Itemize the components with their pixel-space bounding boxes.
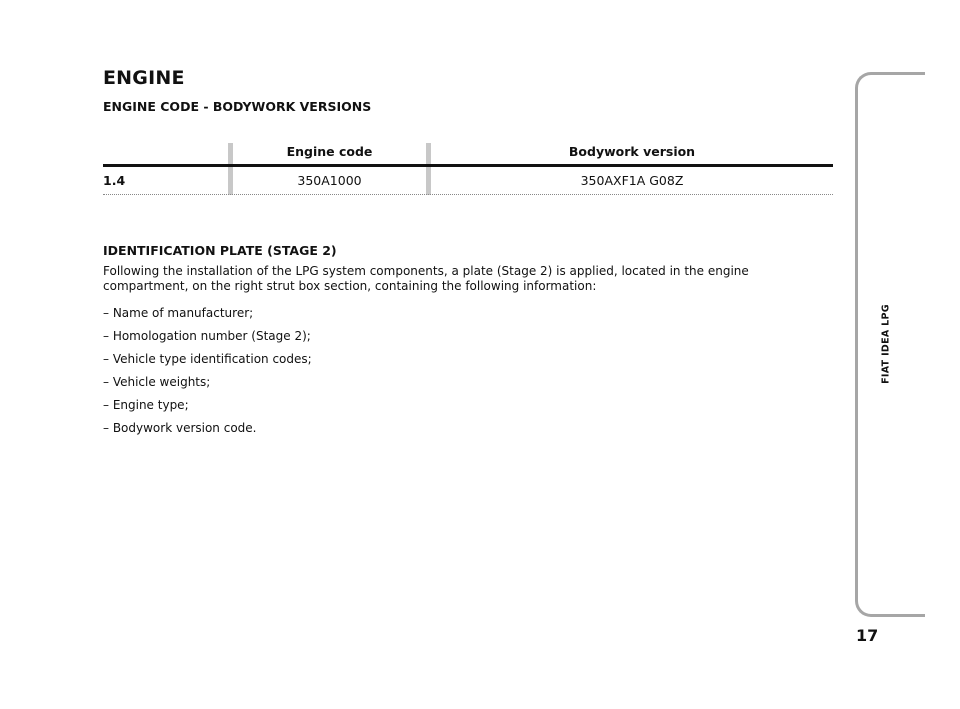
list-item: – Homologation number (Stage 2); <box>103 329 311 343</box>
header-rule <box>103 164 833 167</box>
cell-bodywork-version: 350AXF1A G08Z <box>580 173 684 188</box>
row-rule <box>103 194 833 195</box>
list-item: – Engine type; <box>103 398 189 412</box>
row-label-displacement: 1.4 <box>103 173 126 188</box>
list-item: – Name of manufacturer; <box>103 306 254 320</box>
engine-code-table <box>103 140 833 197</box>
page-title: ENGINE <box>103 67 185 89</box>
identification-plate-intro: Following the installation of the LPG system components, a plate (Stage 2) is applied, located in the engine compartment, on the right strut box section, containing the following information: <box>103 264 749 293</box>
section-subtitle: ENGINE CODE - BODYWORK VERSIONS <box>103 99 372 114</box>
list-item: – Vehicle weights; <box>103 375 211 389</box>
header-bodywork-version: Bodywork version <box>568 144 696 159</box>
page-number: 17 <box>856 626 879 645</box>
header-engine-code: Engine code <box>286 144 373 159</box>
sidebar-label: FIAT IDEA LPG <box>880 304 892 384</box>
list-item: – Vehicle type identification codes; <box>103 352 312 366</box>
cell-engine-code: 350A1000 <box>297 173 362 188</box>
identification-plate-title: IDENTIFICATION PLATE (STAGE 2) <box>103 243 337 258</box>
list-item: – Bodywork version code. <box>103 421 257 435</box>
identification-plate-list <box>103 306 312 444</box>
